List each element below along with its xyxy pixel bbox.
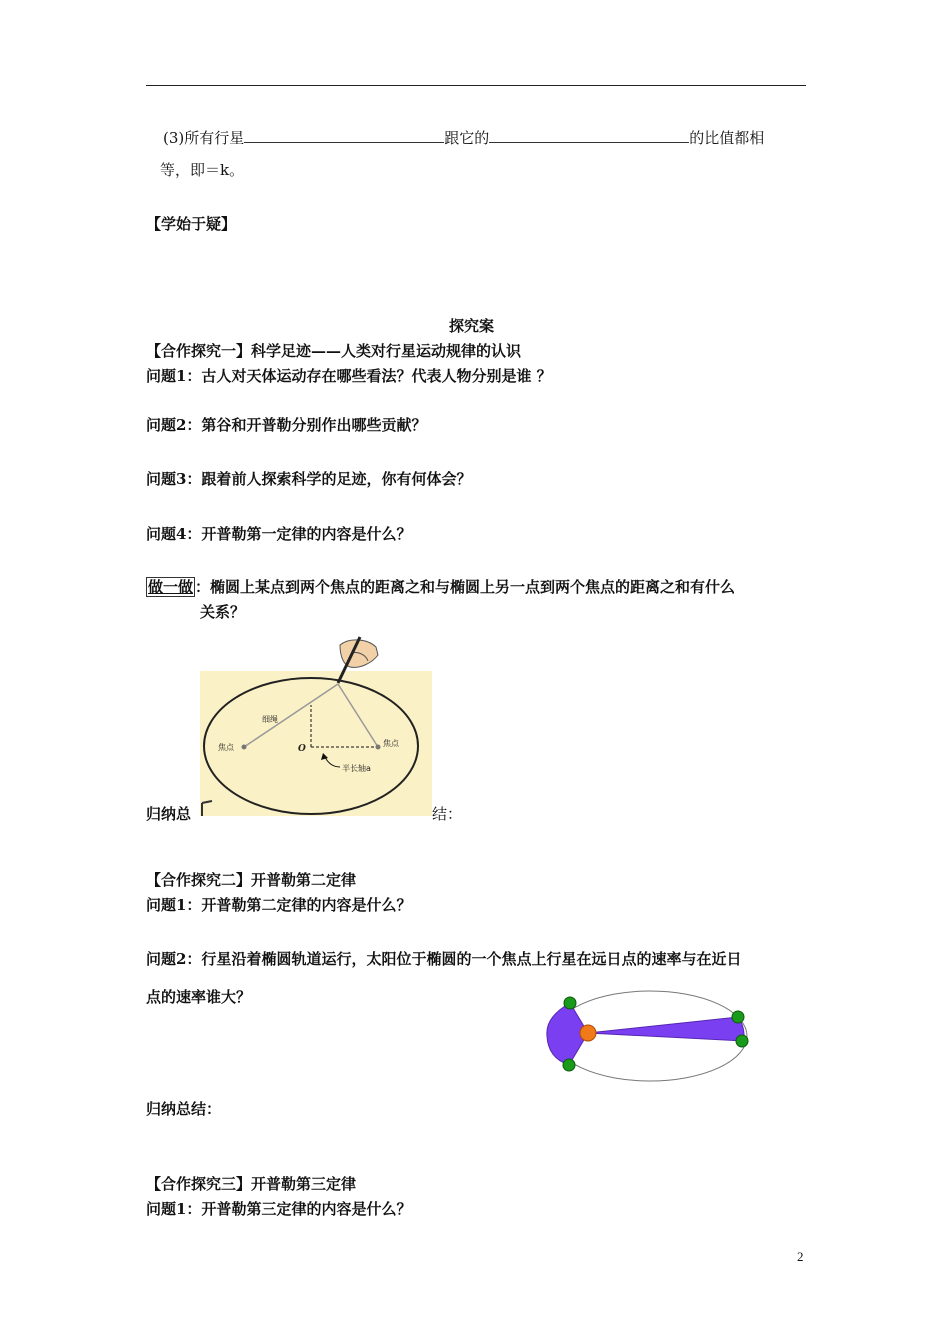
focus-right-label: 焦点 <box>383 739 399 748</box>
inquiry1-q1: 问题1：古人对天体运动存在哪些看法？代表人物分别是谁 ？ <box>146 367 552 385</box>
try-line-1 <box>146 577 735 597</box>
summary-right: 结： <box>432 805 463 823</box>
inquiry1-q3: 问题3：跟着前人探索科学的足迹，你有何体会？ <box>146 470 472 488</box>
inquiry1-q4: 问题4：开普勒第一定律的内容是什么？ <box>146 525 412 543</box>
focus-right-dot <box>376 745 381 750</box>
inquiry1-q2: 问题2：第谷和开普勒分别作出哪些贡献？ <box>146 416 427 434</box>
planet-position-3 <box>732 1011 744 1023</box>
inquiry3-q1: 问题1：开普勒第三定律的内容是什么？ <box>146 1200 412 1218</box>
try-text: ：椭圆上某点到两个焦点的距离之和与椭圆上另一点到两个焦点的距离之和有什么 <box>195 578 736 596</box>
planet-position-4 <box>736 1035 748 1047</box>
string-label: 细绳 <box>262 715 278 724</box>
focus-left-label: 焦点 <box>218 743 234 752</box>
section-title: 探究案 <box>449 317 495 335</box>
blank-2[interactable] <box>489 127 689 143</box>
sun-icon <box>580 1025 596 1041</box>
try-line-2: 关系？ <box>200 603 246 621</box>
page-number: 2 <box>797 1249 804 1264</box>
planet-position-2 <box>563 1059 575 1071</box>
planet-position-1 <box>564 997 576 1009</box>
fill-in-middle: 跟它的 <box>444 129 490 147</box>
summary-left: 归纳总 <box>146 805 192 823</box>
fill-in-suffix: 的比值都相 <box>689 129 765 147</box>
inquiry2-q1: 问题1：开普勒第二定律的内容是什么？ <box>146 896 412 914</box>
inquiry2-heading: 【合作探究二】开普勒第二定律 <box>146 871 357 889</box>
semi-major-label: 半长轴a <box>342 764 371 773</box>
kepler-second-law-figure <box>545 986 755 1086</box>
ellipse-string-figure <box>200 633 432 816</box>
fill-in-line-2: 等，即＝k。 <box>160 161 245 179</box>
inquiry2-q2: 问题2：行星沿着椭圆轨道运行，太阳位于椭圆的一个焦点上行星在远日点的速率与在近日 <box>146 950 742 968</box>
center-label: O <box>298 744 306 754</box>
fill-in-prefix: (3)所有行星 <box>163 129 245 147</box>
inquiry2-q2-line2: 点的速率谁大？ <box>146 988 252 1006</box>
try-label: 做一做 <box>148 578 194 596</box>
fill-in-line-1 <box>163 127 764 148</box>
focus-left-dot <box>242 745 247 750</box>
top-rule <box>146 85 806 86</box>
inquiry2-summary: 归纳总结： <box>146 1100 222 1118</box>
sector-far-sun <box>588 1017 744 1041</box>
inquiry1-heading: 【合作探究一】科学足迹——人类对行星运动规律的认识 <box>146 342 522 360</box>
blank-1[interactable] <box>244 127 444 143</box>
inquiry3-heading: 【合作探究三】开普勒第三定律 <box>146 1175 357 1193</box>
doubt-heading: 【学始于疑】 <box>146 215 237 233</box>
